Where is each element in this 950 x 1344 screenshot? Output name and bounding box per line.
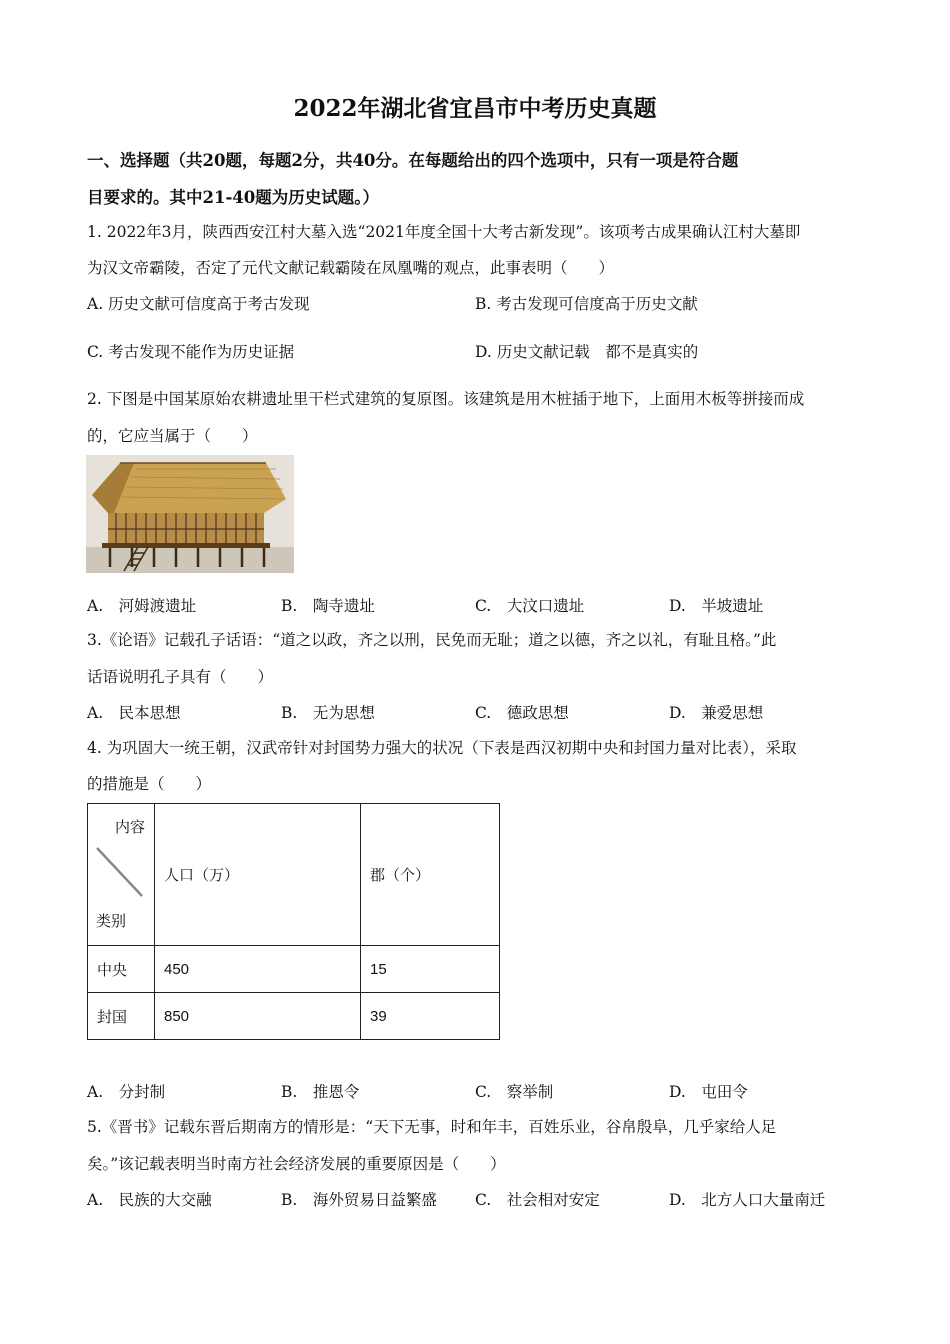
question-3-option-d: D. 兼爱思想 <box>669 704 764 722</box>
table-cell-commanderies: 15 <box>361 946 500 993</box>
question-3-option-c: C. 德政思想 <box>475 704 569 722</box>
question-1-option-b: B. 考古发现可信度高于历史文献 <box>475 295 698 313</box>
question-5-option-b: B. 海外贸易日益繁盛 <box>281 1191 437 1209</box>
question-1-option-c: C. 考古发现不能作为历史证据 <box>87 343 295 361</box>
question-4-option-d: D. 屯田令 <box>669 1083 748 1101</box>
table-corner-bottom-label: 类别 <box>96 913 127 930</box>
question-2-option-b: B. 陶寺遗址 <box>281 597 375 615</box>
comparison-table <box>87 803 500 1040</box>
question-4-option-b: B. 推恩令 <box>281 1083 360 1101</box>
question-3-option-a: A. 民本思想 <box>87 704 181 722</box>
exam-title: 2022年湖北省宜昌市中考历史真题 <box>293 95 657 122</box>
section-heading-line2: 目要求的。其中21-40题为历史试题。） <box>87 188 380 207</box>
table-row <box>88 946 500 993</box>
table-row <box>88 993 500 1040</box>
question-3-stem-line2: 话语说明孔子具有（ ） <box>87 668 274 686</box>
table-col-header-population: 人口（万） <box>155 804 361 946</box>
question-4-option-c: C. 察举制 <box>475 1083 554 1101</box>
question-1-stem-line1: 1. 2022年3月，陕西西安江村大墓入选“2021年度全国十大考古新发现”。该项考古成果确认江村大墓即 <box>87 223 801 241</box>
question-4-stem-line2: 的措施是（ ） <box>87 775 212 793</box>
diagonal-divider <box>96 846 144 902</box>
question-5-stem-line2: 矣。”该记载表明当时南方社会经济发展的重要原因是（ ） <box>87 1155 506 1173</box>
section-heading-line1: 一、选择题（共20题，每题2分，共40分。在每题给出的四个选项中，只有一项是符合题 <box>87 151 739 170</box>
table-corner-top-label: 内容 <box>115 819 146 836</box>
question-4-option-a: A. 分封制 <box>87 1083 166 1101</box>
question-2-option-d: D. 半坡遗址 <box>669 597 764 615</box>
question-5-option-a: A. 民族的大交融 <box>87 1191 212 1209</box>
question-2-option-c: C. 大汶口遗址 <box>475 597 585 615</box>
table-row-label: 中央 <box>88 946 155 993</box>
table-cell-commanderies: 39 <box>361 993 500 1040</box>
question-2-stem-line1: 2. 下图是中国某原始农耕遗址里干栏式建筑的复原图。该建筑是用木桩插于地下，上面用木板等拼接而成 <box>87 390 805 408</box>
question-3-stem-line1: 3.《论语》记载孔子话语：“道之以政，齐之以刑，民免而无耻；道之以德，齐之以礼，有耻且格。”此 <box>87 631 777 649</box>
question-1-stem-line2: 为汉文帝霸陵，否定了元代文献记载霸陵在凤凰嘴的观点，此事表明（ ） <box>87 259 615 277</box>
table-cell-population: 450 <box>155 946 361 993</box>
question-5-stem-line1: 5.《晋书》记载东晋后期南方的情形是：“天下无事，时和年丰，百姓乐业，谷帛殷阜，几乎家给人足 <box>87 1118 777 1136</box>
question-2-option-a: A. 河姆渡遗址 <box>87 597 197 615</box>
table-header-row <box>88 804 500 946</box>
question-3-option-b: B. 无为思想 <box>281 704 375 722</box>
question-5-option-d: D. 北方人口大量南迁 <box>669 1191 826 1209</box>
table-row-label: 封国 <box>88 993 155 1040</box>
table-cell-population: 850 <box>155 993 361 1040</box>
question-5-option-c: C. 社会相对安定 <box>475 1191 600 1209</box>
stilt-house-illustration <box>86 455 294 573</box>
question-4-stem-line1: 4. 为巩固大一统王朝，汉武帝针对封国势力强大的状况（下表是西汉初期中央和封国力量对比表），采取 <box>87 739 797 757</box>
question-1-option-a: A. 历史文献可信度高于考古发现 <box>87 295 310 313</box>
table-corner-cell <box>88 804 155 946</box>
table-col-header-commanderies: 郡（个） <box>361 804 500 946</box>
question-2-stem-line2: 的，它应当属于（ ） <box>87 427 258 445</box>
question-1-option-d: D. 历史文献记载 都不是真实的 <box>475 343 699 361</box>
